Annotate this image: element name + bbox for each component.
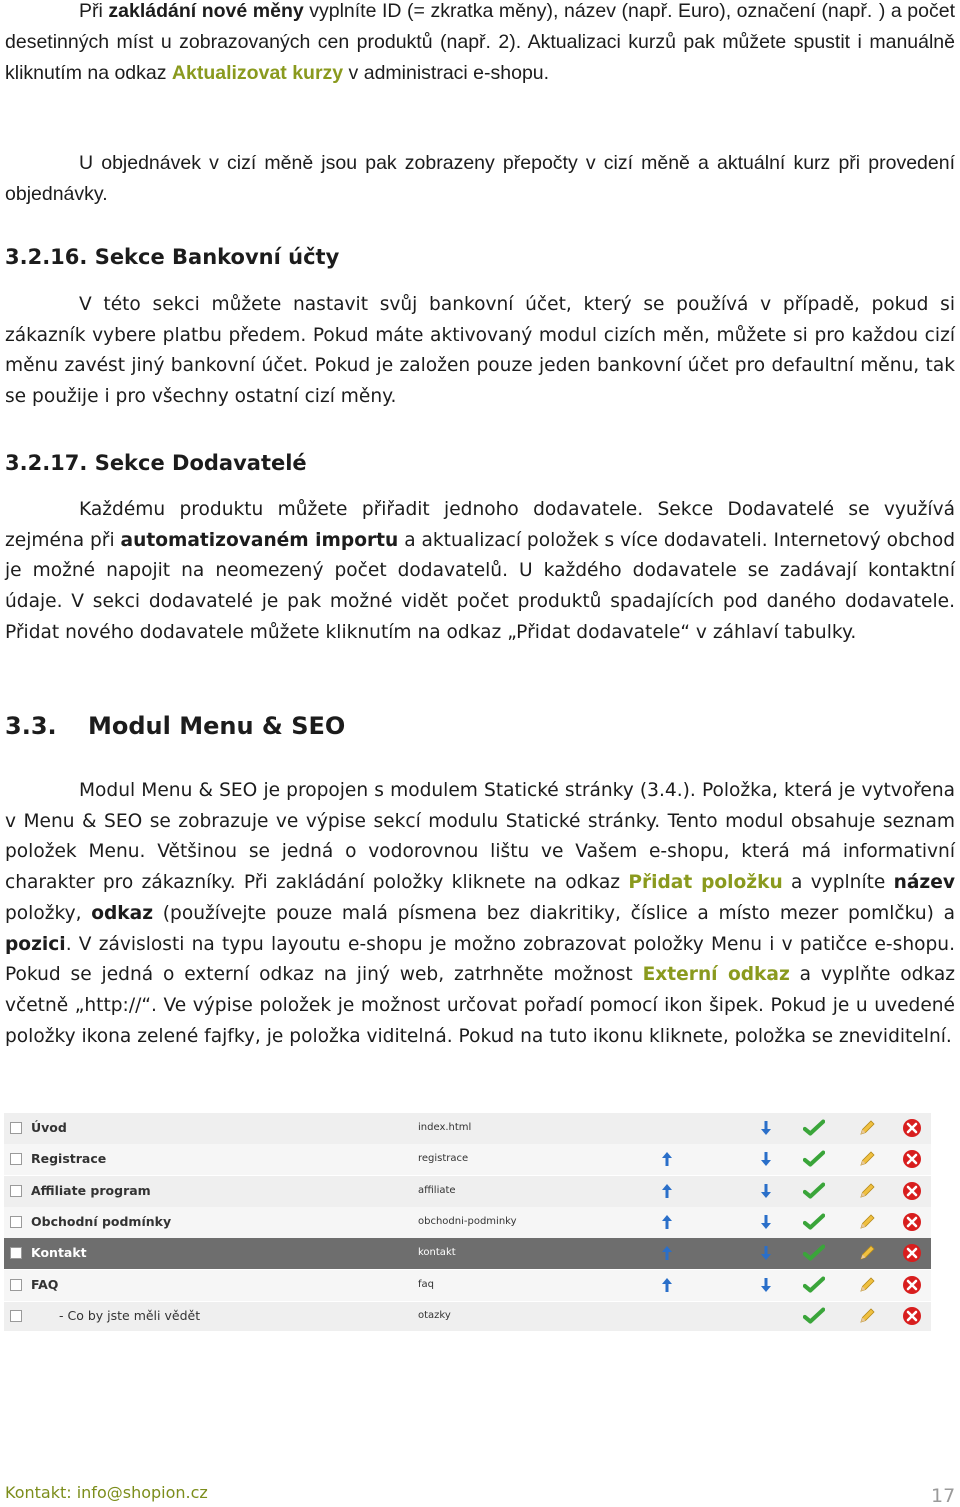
arrow-down-icon[interactable]: [756, 1118, 776, 1138]
heading-bank-accounts: 3.2.16. Sekce Bankovní účty: [5, 245, 340, 269]
row-checkbox[interactable]: [10, 1122, 22, 1134]
menu-item-name[interactable]: Kontakt: [31, 1245, 87, 1261]
arrow-up-icon[interactable]: [657, 1275, 677, 1295]
menu-item-slug: index.html: [418, 1122, 472, 1133]
row-checkbox[interactable]: [10, 1310, 22, 1322]
external-link-option[interactable]: Externí odkaz: [642, 964, 790, 986]
arrow-up-icon[interactable]: [657, 1212, 677, 1232]
bank-paragraph: V této sekci můžete nastavit svůj bankovní účet, který se používá v případě, pokud si zákazník vybere platbu předem. Pokud máte aktivovaný modul cizích měn, můžete si pro každou cizí měnu zavést jiný bankovní účet. Pokud je založen pouze jeden bankovní účet pro defaultní měnu, tak se použije i pro všechny ostatní cizí měny.: [5, 294, 955, 408]
edit-pencil-icon[interactable]: [857, 1275, 877, 1295]
footer-contact: Kontakt: info@shopion.cz: [5, 1483, 208, 1502]
menu-item-slug: registrace: [418, 1153, 469, 1165]
delete-icon[interactable]: [902, 1275, 922, 1295]
edit-pencil-icon[interactable]: [857, 1243, 877, 1263]
menu-item-name[interactable]: Registrace: [31, 1151, 107, 1167]
update-rates-link[interactable]: Aktualizovat kurzy: [171, 62, 344, 84]
menu-items-table: [4, 1113, 931, 1331]
edit-pencil-icon[interactable]: [857, 1306, 877, 1326]
orders-paragraph: U objednávek v cizí měně jsou pak zobrazeny přepočty v cizí měně a aktuální kurz při provedení objednávky.: [5, 152, 955, 205]
row-checkbox[interactable]: [10, 1153, 22, 1165]
delete-icon[interactable]: [902, 1118, 922, 1138]
edit-pencil-icon[interactable]: [857, 1149, 877, 1169]
arrow-down-icon[interactable]: [756, 1243, 776, 1263]
row-checkbox[interactable]: [10, 1185, 22, 1197]
visible-check-icon[interactable]: [803, 1118, 823, 1138]
arrow-up-icon[interactable]: [657, 1149, 677, 1169]
page-number: 17: [931, 1485, 956, 1507]
arrow-down-icon[interactable]: [756, 1181, 776, 1201]
table-row[interactable]: [4, 1144, 931, 1176]
visible-check-icon[interactable]: [803, 1212, 823, 1232]
delete-icon[interactable]: [902, 1243, 922, 1263]
menu-item-slug: otazky: [418, 1309, 451, 1321]
row-checkbox[interactable]: [10, 1216, 22, 1228]
delete-icon[interactable]: [902, 1181, 922, 1201]
visible-check-icon[interactable]: [803, 1275, 823, 1295]
visible-check-icon[interactable]: [803, 1243, 823, 1263]
menu-item-slug: obchodni-podminky: [418, 1215, 517, 1227]
delete-icon[interactable]: [902, 1212, 922, 1232]
row-checkbox[interactable]: [10, 1279, 22, 1291]
arrow-up-icon[interactable]: [657, 1181, 677, 1201]
table-row[interactable]: [4, 1270, 931, 1302]
suppliers-paragraph: Každému produktu můžete přiřadit jednoho dodavatele. Sekce Dodavatelé se využívá zejména při automatizovaném importu a aktualizací položek s více dodavateli. Internetový obchod je možné napojit na neomezený počet dodavatelů. U každého dodavatele se zadávají kontaktní údaje. V sekci dodavatelé je pak možné vidět počet produktů spadajících pod daného dodavatele. Přidat nového dodavatele můžete kliknutím na odkaz „Přidat dodavatele“ v záhlaví tabulky.: [5, 499, 956, 643]
table-row[interactable]: [4, 1176, 931, 1208]
edit-pencil-icon[interactable]: [857, 1118, 877, 1138]
menu-item-slug: kontakt: [418, 1247, 456, 1259]
currency-paragraph: Při zakládání nové měny vyplníte ID (= zkratka měny), název (např. Euro), označení (např. ) a počet desetinných míst u zobrazovaných cen produktů (např. 2). Aktualizaci kurzů pak můžete spustit i manuálně kliknutím na odkaz Aktualizovat kurzy v administraci e-shopu.: [5, 0, 955, 84]
menu-seo-paragraph: Modul Menu & SEO je propojen s modulem Statické stránky (3.4.). Položka, která je vytvořena v Menu & SEO se zobrazuje ve výpise sekcí modulu Statické stránky. Tento modul obsahuje seznam položek Menu. Většinou se jedná o vodorovnou lištu ve Vašem e-shopu, která má informativní charakter pro zákazníky. Při zakládání položky kliknete na odkaz Přidat položku a vyplníte název položky, odkaz (používejte pouze malá písmena bez diakritiky, číslice a místo mezer pomlčku) a pozici. V závislosti na typu layoutu e-shopu je možno zobrazovat položky Menu i v patičce e-shopu. Pokud se jedná o externí odkaz na jiný web, zatrhněte možnost Externí odkaz a vyplňte odkaz včetně „http://“. Ve výpise položek je možnost určovat pořadí pomocí ikon šipek. Pokud je u uvedené položky ikona zelené fajfky, je položka viditelná. Pokud na tuto ikonu kliknete, položka se zneviditelní.: [5, 780, 956, 1047]
add-item-link[interactable]: Přidat položku: [628, 872, 783, 894]
delete-icon[interactable]: [902, 1306, 922, 1326]
table-row[interactable]: [4, 1238, 931, 1270]
menu-item-name[interactable]: FAQ: [31, 1276, 59, 1292]
visible-check-icon[interactable]: [803, 1149, 823, 1169]
row-checkbox[interactable]: [10, 1247, 22, 1259]
arrow-down-icon[interactable]: [756, 1275, 776, 1295]
table-row[interactable]: [4, 1113, 931, 1145]
menu-item-name[interactable]: - Co by jste měli vědět: [59, 1307, 201, 1323]
bold-new-currency: zakládání nové měny: [108, 0, 304, 22]
heading-menu-seo: 3.3. Modul Menu & SEO: [5, 712, 346, 740]
edit-pencil-icon[interactable]: [857, 1212, 877, 1232]
arrow-up-icon[interactable]: [657, 1243, 677, 1263]
table-row[interactable]: [4, 1207, 931, 1239]
visible-check-icon[interactable]: [803, 1306, 823, 1326]
bold-automated-import: automatizovaném importu: [120, 529, 399, 551]
table-row[interactable]: [4, 1301, 931, 1333]
heading-suppliers: 3.2.17. Sekce Dodavatelé: [5, 451, 307, 475]
menu-item-name[interactable]: Affiliate program: [31, 1182, 151, 1198]
arrow-down-icon[interactable]: [756, 1149, 776, 1169]
visible-check-icon[interactable]: [803, 1181, 823, 1201]
menu-item-slug: faq: [418, 1278, 434, 1290]
delete-icon[interactable]: [902, 1149, 922, 1169]
edit-pencil-icon[interactable]: [857, 1181, 877, 1201]
menu-item-slug: affiliate: [418, 1184, 456, 1196]
arrow-down-icon[interactable]: [756, 1212, 776, 1232]
menu-item-name[interactable]: Úvod: [31, 1120, 67, 1135]
menu-item-name[interactable]: Obchodní podmínky: [31, 1213, 172, 1229]
